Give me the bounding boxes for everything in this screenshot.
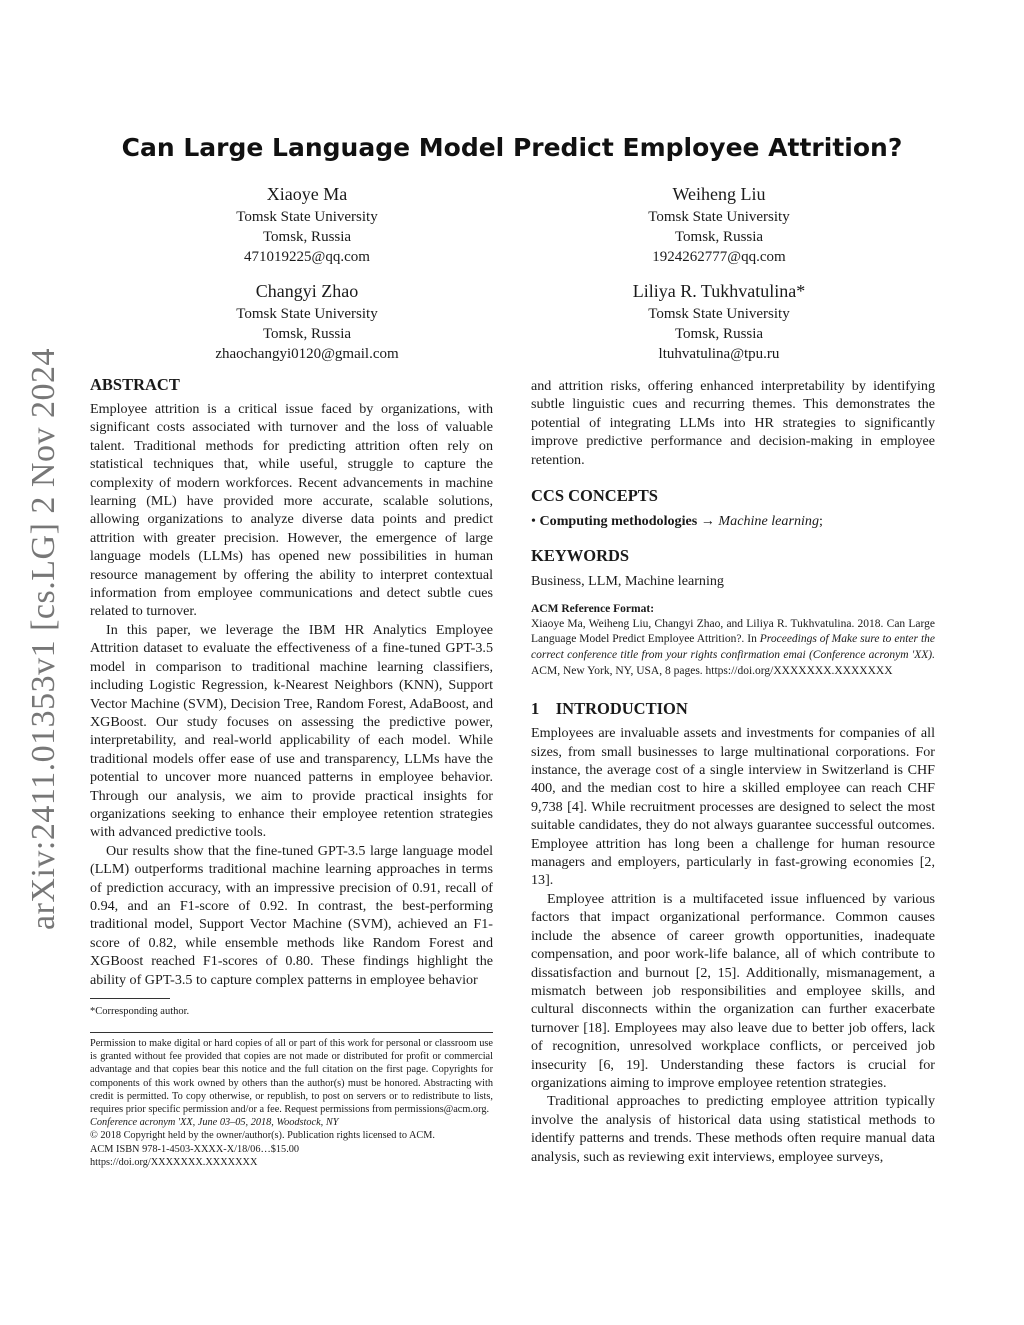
abstract-heading: ABSTRACT [90, 375, 180, 394]
author-name: Liliya R. Tukhvatulina* [632, 281, 806, 301]
author-location: Tomsk, Russia [674, 326, 764, 342]
author-affiliation: Tomsk State University [236, 209, 378, 225]
intro-paragraph: Traditional approaches to predicting employee attrition typically involve the analysis of historical data using statistical methods to identify patterns and trends. These methods often require manual data analysis, such as reviewing exit interviews, employee surveys, [531, 1093, 935, 1165]
abstract-continuation: and attrition risks, offering enhanced interpretability by identifying subtle linguistic cues and recurring themes. This demonstrates the potential of integrating LLMs into HR strategies to significantly improve predictive performance and decision-making in employee retention. [531, 378, 935, 468]
acm-ref-post: ACM, New York, NY, USA, 8 pages. https://doi.org/XXXXXXX.XXXXXXX [531, 664, 893, 677]
acm-ref-heading: ACM Reference Format: [531, 602, 655, 615]
arrow-icon: → [700, 513, 715, 530]
permission-text: Permission to make digital or hard copies of all or part of this work for personal or classroom use is granted without fee provided that copies are not made or distributed for profit or commercial advantage and that copies bear this notice and the full citation on the first page. Copyrights for components of this work owned by others than the author(s) must be honored. Abstracting with credit is permitted. To copy otherwise, or republish, to post on servers or to redistribute to lists, requires prior specific permission and/or a fee. Request permissions from permissions@acm.org. [90, 1038, 493, 1116]
permission-rule [90, 1032, 493, 1033]
author-block [569, 181, 869, 267]
arxiv-stamp: arXiv:2411.01353v1 [cs.LG] 2 Nov 2024 [25, 348, 62, 930]
ccs-concept-sub: Machine learning [718, 513, 820, 530]
author-email: zhaochangyi0120@gmail.com [215, 346, 399, 362]
intro-paragraph: Employee attrition is a multifaceted issue influenced by various factors that impact organizational performance. Common causes include the absence of career growth opportunities, inadequate compensation, and poor work-life balance, all of which contribute to dissatisfaction and burnout [2, 15]. Additionally, mismanagement, a mismatch between job responsibilities and employee skills, and cultural disconnects within the organization can further exacerbate turnover [18]. Employees may also leave due to better job offers, lack of recognition, unresolved workplace conflicts, or perceived job insecurity [6, 19]. Understanding these factors is crucial for organizations aiming to improve employee retention strategies. [531, 890, 935, 1091]
abstract-section [90, 375, 493, 989]
author-email: 471019225@qq.com [244, 249, 370, 265]
intro-paragraph: Employees are invaluable assets and investments for companies of all sizes, from small businesses to large multinational corporations. For instance, the average cost of a single interview in Switzerland is CHF 400, and the median cost to hire a skilled employee can reach CHF 9,738 [4]. While recruitment processes are designed to select the most suitable candidates, they do not always guarantee successful outcomes. Employee attrition has long been a challenge for human resource managers and employers, particularly in fast-growing economies [2, 13]. [531, 725, 935, 889]
doi-line: https://doi.org/XXXXXXX.XXXXXXX [90, 1156, 258, 1168]
abstract-paragraph: Employee attrition is a critical issue faced by organizations, with significant costs associated with turnover and the loss of valuable talent. Traditional methods for predicting attrition often rely on statistical techniques that, while useful, struggle to capture the complexity of modern workforces. Recent advancements in machine learning (ML) have provided more accurate, scalable solutions, allowing organizations to analyze diverse data points and predict attrition with greater precision. However, the emergence of large language models (LLMs) has opened new possibilities in human resource management by offering the ability to interpret contextual information from employee communications and detect subtle cues related to turnover. [90, 401, 493, 620]
author-block [157, 181, 457, 267]
author-location: Tomsk, Russia [262, 229, 352, 245]
abstract-paragraph: In this paper, we leverage the IBM HR Analytics Employee Attrition dataset to evaluate the effectiveness of a fine-tuned GPT-3.5 model in comparison to traditional machine learning classifiers, including Logistic Regression, k-Nearest Neighbors (KNN), Support Vector Machine (SVM), Decision Tree, Random Forest, AdaBoost, and XGBoost. Our study focuses on assessing the predictive power, interpretability, and real-world applicability of each model. While traditional models offer ease of use and transparency, LLMs have the potential to uncover more nuanced patterns in employee behavior. Through our analysis, we aim to provide practical insights for organizations seeking to enhance their employee retention strategies with advanced predictive tools. [90, 621, 493, 841]
permission-block [90, 1037, 493, 1169]
copyright-line: © 2018 Copyright held by the owner/author(s). Publication rights licensed to ACM. [90, 1130, 436, 1142]
ccs-concept-main: Computing methodologies [539, 513, 698, 530]
bullet: • [531, 513, 536, 530]
keywords-text: Business, LLM, Machine learning [531, 573, 724, 590]
isbn-line: ACM ISBN 978-1-4503-XXXX-X/18/06…$15.00 [90, 1143, 300, 1155]
paper-title: Can Large Language Model Predict Employee Attrition? [121, 133, 903, 162]
keywords-heading: KEYWORDS [531, 546, 630, 566]
acm-ref-text [531, 617, 935, 679]
right-column [531, 377, 935, 1166]
ccs-concept [531, 512, 935, 530]
author-affiliation: Tomsk State University [648, 306, 790, 322]
author-name: Xiaoye Ma [266, 184, 348, 204]
author-block [569, 278, 869, 364]
author-email: ltuhvatulina@tpu.ru [658, 346, 780, 362]
conference-line: Conference acronym 'XX, June 03–05, 2018, Woodstock, NY [90, 1117, 339, 1129]
abstract-paragraph: Our results show that the fine-tuned GPT-3.5 large language model (LLM) outperforms traditional machine learning approaches in terms of prediction accuracy, with an impressive precision of 0.91, recall of 0.94, and an F1-score of 0.92. In contrast, the best-performing traditional model, Support Vector Machine (SVM), achieved an F1-score of 0.82, while ensemble methods like Random Forest and XGBoost reached F1-scores of 0.80. These findings highlight the ability of GPT-3.5 to capture complex patterns in employee behavior [90, 842, 493, 988]
author-name: Weiheng Liu [672, 184, 766, 204]
acm-ref-venue: Proceedings of Make sure to enter the correct conference title from your rights confirmation emai (Conference acronym 'XX). [531, 633, 936, 662]
author-email: 1924262777@qq.com [652, 249, 786, 265]
author-name: Changyi Zhao [255, 281, 359, 301]
author-location: Tomsk, Russia [262, 326, 352, 342]
author-affiliation: Tomsk State University [648, 209, 790, 225]
intro-heading: 1 INTRODUCTION [531, 699, 688, 719]
ccs-heading: CCS CONCEPTS [531, 486, 658, 506]
ccs-end: ; [819, 513, 823, 530]
footnote-rule [90, 998, 170, 999]
footnote: *Corresponding author. [90, 1006, 190, 1017]
acm-ref-pre: Xiaoye Ma, Weiheng Liu, Changyi Zhao, and Liliya R. Tukhvatulina. 2018. Can Large Language Model Predict Employee Attrition?. In [531, 617, 935, 646]
author-block [157, 278, 457, 364]
author-affiliation: Tomsk State University [236, 306, 378, 322]
author-location: Tomsk, Russia [674, 229, 764, 245]
